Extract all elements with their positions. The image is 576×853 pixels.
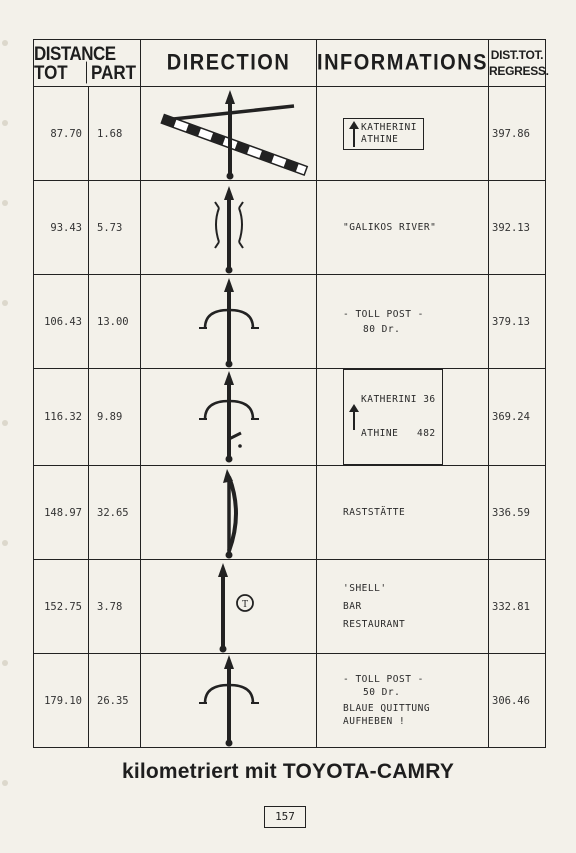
regress-label-2: REGRESS.: [489, 64, 549, 78]
roadbook-row: [34, 275, 546, 369]
roadbook-row: [34, 87, 546, 181]
info-cell: [317, 654, 489, 748]
direction-cell: [141, 87, 317, 181]
info-line: 'SHELL': [343, 582, 387, 594]
info-cell: [317, 275, 489, 369]
toll-post-right-exit-icon: [189, 371, 269, 463]
part-cell: 3.78: [89, 560, 141, 654]
regress-cell: 392.13: [489, 181, 546, 275]
arrow-up-icon: [347, 121, 361, 147]
info-cell: [317, 369, 489, 466]
info-line: AUFHEBEN !: [343, 716, 406, 727]
roadbook-row: [34, 654, 546, 748]
regress-cell: 379.13: [489, 275, 546, 369]
footer-caption: kilometriert mit TOYOTA-CAMRY: [121, 760, 455, 783]
info-line: - TOLL POST -: [343, 674, 424, 685]
info-line: RASTSTÄTTE: [343, 507, 406, 518]
regress-header: [489, 40, 549, 87]
roadbook-row: [34, 560, 546, 654]
part-label: PART: [91, 61, 137, 84]
direction-header: DIRECTION: [141, 37, 317, 89]
distance-header: [34, 40, 141, 87]
page-number: 157: [264, 806, 306, 828]
toll-post-icon: [189, 276, 269, 368]
part-cell: 13.00: [89, 275, 141, 369]
info-line: BLAUE QUITTUNG: [343, 703, 431, 714]
info-line: 80 Dr.: [363, 323, 401, 335]
direction-cell: [141, 181, 317, 275]
junction-rail-crossing-icon: [144, 88, 314, 180]
fuel-station-icon: [189, 561, 269, 653]
direction-cell: [141, 560, 317, 654]
binder-holes: [0, 0, 12, 853]
tot-cell: 93.43: [34, 181, 89, 275]
toll-post-icon: [189, 655, 269, 747]
info-line: "GALIKOS RIVER": [343, 222, 437, 233]
tot-cell: 148.97: [34, 466, 89, 560]
direction-cell: [141, 369, 317, 466]
sign-line: ATHINE: [361, 133, 399, 145]
info-cell: [317, 87, 489, 181]
sign-line: ATHINE 482: [361, 428, 436, 439]
regress-cell: 332.81: [489, 560, 546, 654]
info-line: RESTAURANT: [343, 618, 406, 630]
svg-text:T: T: [241, 598, 248, 610]
roadbook-row: [34, 369, 546, 466]
part-cell: 5.73: [89, 181, 141, 275]
roadbook-row: [34, 466, 546, 560]
info-cell: [317, 560, 489, 654]
roadbook-table: [33, 39, 549, 748]
distance-label: DISTANCE: [34, 42, 116, 65]
part-cell: 26.35: [89, 654, 141, 748]
regress-cell: 336.59: [489, 466, 546, 560]
direction-cell: [141, 275, 317, 369]
regress-cell: 397.86: [489, 87, 546, 181]
info-line: 50 Dr.: [363, 687, 401, 698]
info-line: BAR: [343, 600, 362, 612]
regress-cell: 306.46: [489, 654, 546, 748]
part-cell: 1.68: [89, 87, 141, 181]
direction-sign: [343, 118, 424, 150]
sign-line: KATHERINI 36: [361, 394, 436, 405]
part-cell: 9.89: [89, 369, 141, 466]
arrow-up-icon: [347, 404, 361, 430]
info-cell: [317, 181, 489, 275]
tot-cell: 106.43: [34, 275, 89, 369]
sign-line: KATHERINI: [361, 121, 417, 133]
direction-cell: [141, 466, 317, 560]
direction-cell: [141, 654, 317, 748]
tot-cell: 152.75: [34, 560, 89, 654]
tot-label: TOT: [34, 62, 87, 84]
roadbook-row: [34, 181, 546, 275]
regress-label-1: DIST.TOT.: [490, 48, 544, 62]
informations-header: INFORMATIONS: [317, 37, 489, 89]
direction-sign: [343, 369, 443, 465]
tot-cell: 87.70: [34, 87, 89, 181]
info-line: - TOLL POST -: [343, 308, 424, 320]
header-row: [34, 40, 546, 87]
tot-cell: 179.10: [34, 654, 89, 748]
river-bridge-icon: [199, 182, 259, 274]
tot-cell: 116.32: [34, 369, 89, 466]
left-curve-icon: [199, 467, 259, 559]
part-cell: 32.65: [89, 466, 141, 560]
info-cell: [317, 466, 489, 560]
regress-cell: 369.24: [489, 369, 546, 466]
